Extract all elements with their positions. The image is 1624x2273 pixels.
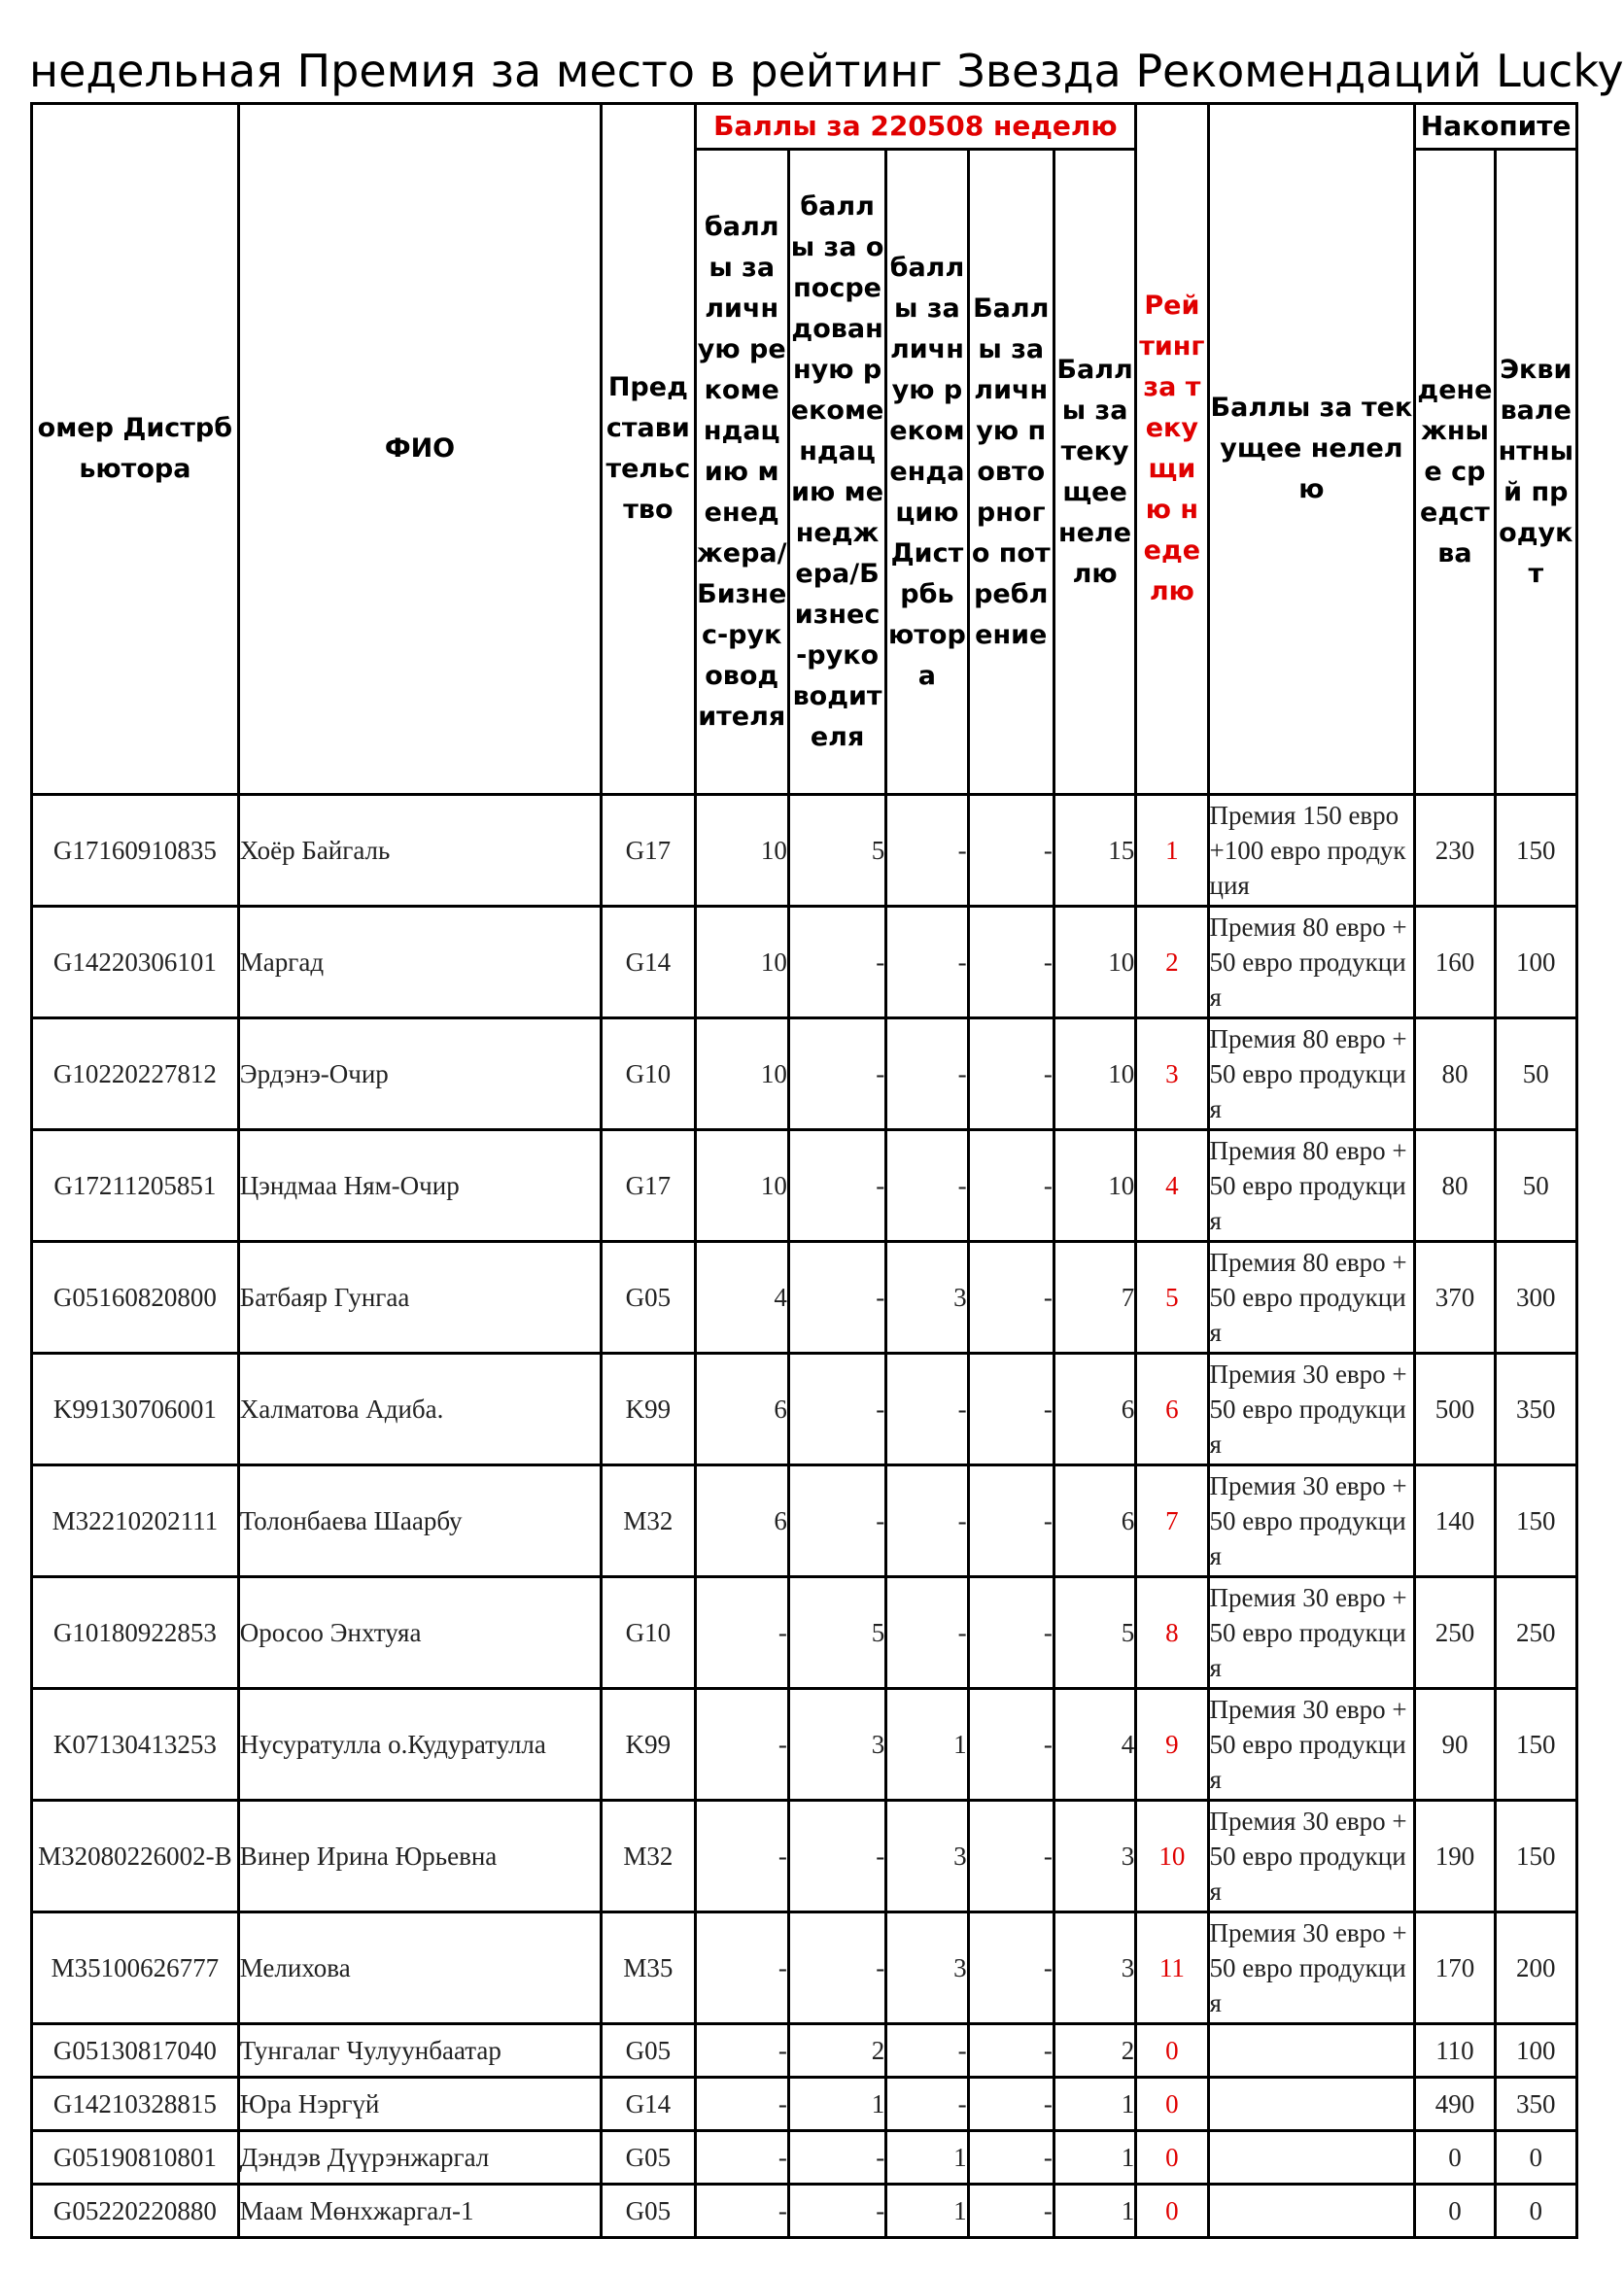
cell-representation: M32 [602, 1465, 695, 1577]
cell-distributor-number: G05190810801 [32, 2131, 239, 2185]
cell-product-equivalent: 250 [1495, 1577, 1576, 1689]
cell-product-equivalent: 100 [1495, 907, 1576, 1018]
cell-product-equivalent: 50 [1495, 1018, 1576, 1130]
table-row [32, 1689, 1577, 1801]
table-row [32, 1801, 1577, 1912]
cell-points-current-week: 4 [1054, 1689, 1135, 1801]
cell-distributor-number: G05160820800 [32, 1242, 239, 1354]
cell-points-personal-distributor: - [886, 2024, 968, 2078]
cell-distributor-number: M32210202111 [32, 1465, 239, 1577]
cell-cash: 90 [1415, 1689, 1495, 1801]
cell-prize: Премия 80 евро +50 евро продукция [1208, 1130, 1415, 1242]
cell-points-personal-manager: - [695, 1577, 788, 1689]
cell-points-personal-manager: 10 [695, 907, 788, 1018]
cell-cash: 500 [1415, 1354, 1495, 1465]
cell-rating: 8 [1136, 1577, 1208, 1689]
cell-points-personal-manager: 6 [695, 1465, 788, 1577]
cell-points-current-week: 10 [1054, 1130, 1135, 1242]
table-row [32, 2131, 1577, 2185]
cell-points-mediated-manager: - [788, 2185, 885, 2238]
header-repeat-consumption: Баллы за личную повторного потребление [968, 150, 1054, 795]
cell-points-current-week: 1 [1054, 2131, 1135, 2185]
cell-points-personal-distributor: 3 [886, 1242, 968, 1354]
cell-prize: Премия 30 евро +50 евро продукция [1208, 1354, 1415, 1465]
cell-distributor-number: G17160910835 [32, 795, 239, 907]
cell-points-current-week: 6 [1054, 1465, 1135, 1577]
header-name: ФИО [238, 104, 601, 795]
cell-product-equivalent: 0 [1495, 2185, 1576, 2238]
cell-name: Толонбаева Шаарбу [238, 1465, 601, 1577]
cell-rating: 9 [1136, 1689, 1208, 1801]
cell-points-mediated-manager: - [788, 1130, 885, 1242]
cell-cash: 140 [1415, 1465, 1495, 1577]
cell-name: Тунгалаг Чулуунбаатар [238, 2024, 601, 2078]
cell-representation: G05 [602, 1242, 695, 1354]
cell-points-personal-manager: - [695, 1801, 788, 1912]
header-cash: денежные средства [1415, 150, 1495, 795]
cell-points-current-week: 10 [1054, 1018, 1135, 1130]
cell-points-current-week: 6 [1054, 1354, 1135, 1465]
cell-points-mediated-manager: 3 [788, 1689, 885, 1801]
cell-points-personal-manager: 10 [695, 1130, 788, 1242]
cell-prize [1208, 2185, 1415, 2238]
cell-rating: 7 [1136, 1465, 1208, 1577]
cell-points-personal-manager: - [695, 1689, 788, 1801]
cell-representation: G17 [602, 795, 695, 907]
cell-distributor-number: G05130817040 [32, 2024, 239, 2078]
cell-name: Маргад [238, 907, 601, 1018]
cell-name: Дэндэв Дүүрэнжаргал [238, 2131, 601, 2185]
cell-rating: 4 [1136, 1130, 1208, 1242]
cell-points-personal-manager: - [695, 2185, 788, 2238]
cell-name: Нусуратулла о.Кудуратулла [238, 1689, 601, 1801]
cell-rating: 6 [1136, 1354, 1208, 1465]
cell-product-equivalent: 100 [1495, 2024, 1576, 2078]
cell-cash: 250 [1415, 1577, 1495, 1689]
cell-representation: G14 [602, 907, 695, 1018]
header-rating: Рейтинг за текущию неделю [1136, 104, 1208, 795]
table-body [32, 795, 1577, 2238]
cell-points-repeat-consumption: - [968, 1801, 1054, 1912]
cell-representation: G14 [602, 2078, 695, 2131]
cell-distributor-number: G10220227812 [32, 1018, 239, 1130]
cell-cash: 370 [1415, 1242, 1495, 1354]
header-week-points-group: Баллы за 220508 неделю [695, 104, 1136, 150]
cell-distributor-number: K99130706001 [32, 1354, 239, 1465]
table-row [32, 2078, 1577, 2131]
cell-prize [1208, 2131, 1415, 2185]
table-row [32, 1354, 1577, 1465]
cell-name: Батбаяр Гунгаа [238, 1242, 601, 1354]
header-distributor-number: омер Дистрбьютора [32, 104, 239, 795]
cell-representation: G17 [602, 1130, 695, 1242]
table-row [32, 795, 1577, 907]
cell-prize: Премия 150 евро +100 евро продукция [1208, 795, 1415, 907]
cell-points-mediated-manager: 5 [788, 795, 885, 907]
cell-prize: Премия 30 евро +50 евро продукция [1208, 1801, 1415, 1912]
cell-product-equivalent: 150 [1495, 795, 1576, 907]
cell-cash: 490 [1415, 2078, 1495, 2131]
cell-prize: Премия 80 евро +50 евро продукция [1208, 907, 1415, 1018]
header-personal-distributor: баллы за личную рекомендацию Дистрбьютора [886, 150, 968, 795]
cell-representation: G10 [602, 1018, 695, 1130]
cell-rating: 1 [1136, 795, 1208, 907]
cell-representation: M32 [602, 1801, 695, 1912]
table-row [32, 1465, 1577, 1577]
cell-rating: 10 [1136, 1801, 1208, 1912]
cell-points-mediated-manager: - [788, 1018, 885, 1130]
cell-name: Мелихова [238, 1912, 601, 2024]
cell-points-personal-distributor: - [886, 795, 968, 907]
header-personal-manager: баллы за личную рекомендацию менеджера/Бизнес-руководителя [695, 150, 788, 795]
cell-rating: 0 [1136, 2185, 1208, 2238]
cell-points-personal-manager: - [695, 1912, 788, 2024]
header-current-week-points: Баллы за текущее нелелю [1054, 150, 1135, 795]
cell-points-repeat-consumption: - [968, 1018, 1054, 1130]
cell-points-mediated-manager: - [788, 1242, 885, 1354]
header-prize: Баллы за текущее нелелю [1208, 104, 1415, 795]
cell-points-repeat-consumption: - [968, 2078, 1054, 2131]
cell-rating: 0 [1136, 2078, 1208, 2131]
cell-points-repeat-consumption: - [968, 1242, 1054, 1354]
cell-distributor-number: M35100626777 [32, 1912, 239, 2024]
cell-name: Эрдэнэ-Очир [238, 1018, 601, 1130]
cell-points-repeat-consumption: - [968, 1689, 1054, 1801]
cell-representation: M35 [602, 1912, 695, 2024]
cell-product-equivalent: 350 [1495, 1354, 1576, 1465]
cell-product-equivalent: 150 [1495, 1465, 1576, 1577]
cell-name: Маам Мөнхжаргал-1 [238, 2185, 601, 2238]
cell-product-equivalent: 0 [1495, 2131, 1576, 2185]
cell-cash: 160 [1415, 907, 1495, 1018]
cell-rating: 2 [1136, 907, 1208, 1018]
cell-representation: K99 [602, 1354, 695, 1465]
cell-points-mediated-manager: - [788, 1465, 885, 1577]
cell-cash: 170 [1415, 1912, 1495, 2024]
cell-points-personal-distributor: - [886, 1577, 968, 1689]
cell-points-personal-distributor: 1 [886, 2131, 968, 2185]
cell-points-personal-distributor: - [886, 1018, 968, 1130]
cell-points-personal-manager: - [695, 2131, 788, 2185]
cell-prize: Премия 30 евро +50 евро продукция [1208, 1465, 1415, 1577]
cell-product-equivalent: 50 [1495, 1130, 1576, 1242]
table-row [32, 1577, 1577, 1689]
table-row [32, 1018, 1577, 1130]
cell-representation: G05 [602, 2131, 695, 2185]
header-representation: Представительство [602, 104, 695, 795]
cell-name: Винер Ирина Юрьевна [238, 1801, 601, 1912]
cell-points-personal-manager: 6 [695, 1354, 788, 1465]
cell-distributor-number: G14210328815 [32, 2078, 239, 2131]
cell-points-personal-distributor: 3 [886, 1801, 968, 1912]
cell-distributor-number: G14220306101 [32, 907, 239, 1018]
header-accumulated-group: Накопите [1415, 104, 1577, 150]
cell-representation: G05 [602, 2185, 695, 2238]
header-mediated-manager: баллы за опосредованную рекомендацию менеджера/Бизнес-руководителя [788, 150, 885, 795]
cell-points-current-week: 15 [1054, 795, 1135, 907]
cell-cash: 80 [1415, 1130, 1495, 1242]
cell-cash: 230 [1415, 795, 1495, 907]
cell-points-personal-manager: 10 [695, 1018, 788, 1130]
table-row [32, 2185, 1577, 2238]
cell-rating: 11 [1136, 1912, 1208, 2024]
cell-points-current-week: 10 [1054, 907, 1135, 1018]
cell-cash: 110 [1415, 2024, 1495, 2078]
cell-prize [1208, 2024, 1415, 2078]
cell-product-equivalent: 200 [1495, 1912, 1576, 2024]
cell-rating: 5 [1136, 1242, 1208, 1354]
cell-prize: Премия 80 евро +50 евро продукция [1208, 1018, 1415, 1130]
cell-prize: Премия 30 евро +50 евро продукция [1208, 1689, 1415, 1801]
cell-distributor-number: G05220220880 [32, 2185, 239, 2238]
cell-points-mediated-manager: - [788, 907, 885, 1018]
cell-cash: 80 [1415, 1018, 1495, 1130]
cell-points-repeat-consumption: - [968, 1465, 1054, 1577]
cell-points-mediated-manager: - [788, 1354, 885, 1465]
cell-points-repeat-consumption: - [968, 1912, 1054, 2024]
cell-points-repeat-consumption: - [968, 2024, 1054, 2078]
page-title: недельная Премия за место в рейтинг Звезда Рекомендаций Lucky [29, 45, 1624, 97]
cell-cash: 0 [1415, 2185, 1495, 2238]
cell-points-repeat-consumption: - [968, 795, 1054, 907]
cell-points-personal-distributor: - [886, 1354, 968, 1465]
cell-points-repeat-consumption: - [968, 907, 1054, 1018]
cell-points-personal-distributor: 3 [886, 1912, 968, 2024]
cell-points-personal-manager: 4 [695, 1242, 788, 1354]
cell-product-equivalent: 300 [1495, 1242, 1576, 1354]
table-row [32, 1130, 1577, 1242]
cell-points-personal-distributor: - [886, 1465, 968, 1577]
cell-distributor-number: G17211205851 [32, 1130, 239, 1242]
cell-points-current-week: 1 [1054, 2078, 1135, 2131]
cell-name: Цэндмаа Ням-Очир [238, 1130, 601, 1242]
cell-representation: G10 [602, 1577, 695, 1689]
cell-points-personal-manager: - [695, 2024, 788, 2078]
cell-points-personal-distributor: 1 [886, 2185, 968, 2238]
cell-points-mediated-manager: 1 [788, 2078, 885, 2131]
table-row [32, 907, 1577, 1018]
cell-rating: 0 [1136, 2131, 1208, 2185]
cell-product-equivalent: 150 [1495, 1801, 1576, 1912]
cell-name: Оросоо Энхтуяа [238, 1577, 601, 1689]
cell-distributor-number: K07130413253 [32, 1689, 239, 1801]
cell-cash: 0 [1415, 2131, 1495, 2185]
cell-points-mediated-manager: 5 [788, 1577, 885, 1689]
cell-prize [1208, 2078, 1415, 2131]
cell-points-current-week: 5 [1054, 1577, 1135, 1689]
cell-prize: Премия 30 евро +50 евро продукция [1208, 1912, 1415, 2024]
cell-distributor-number: M32080226002-B [32, 1801, 239, 1912]
cell-points-current-week: 3 [1054, 1801, 1135, 1912]
cell-points-current-week: 3 [1054, 1912, 1135, 2024]
cell-points-repeat-consumption: - [968, 2131, 1054, 2185]
cell-rating: 0 [1136, 2024, 1208, 2078]
header-product-equivalent: Эквивалентный продукт [1495, 150, 1576, 795]
cell-prize: Премия 30 евро +50 евро продукция [1208, 1577, 1415, 1689]
cell-prize: Премия 80 евро +50 евро продукция [1208, 1242, 1415, 1354]
cell-points-repeat-consumption: - [968, 1354, 1054, 1465]
cell-points-mediated-manager: 2 [788, 2024, 885, 2078]
cell-representation: G05 [602, 2024, 695, 2078]
cell-points-personal-manager: 10 [695, 795, 788, 907]
cell-rating: 3 [1136, 1018, 1208, 1130]
cell-points-mediated-manager: - [788, 1801, 885, 1912]
cell-points-personal-distributor: - [886, 2078, 968, 2131]
cell-points-current-week: 1 [1054, 2185, 1135, 2238]
cell-points-personal-distributor: - [886, 907, 968, 1018]
cell-name: Хоёр Байгаль [238, 795, 601, 907]
table-row [32, 1242, 1577, 1354]
cell-name: Халматова Адиба. [238, 1354, 601, 1465]
cell-product-equivalent: 350 [1495, 2078, 1576, 2131]
table-row [32, 2024, 1577, 2078]
cell-points-personal-manager: - [695, 2078, 788, 2131]
cell-points-personal-distributor: - [886, 1130, 968, 1242]
cell-points-current-week: 7 [1054, 1242, 1135, 1354]
cell-points-mediated-manager: - [788, 2131, 885, 2185]
cell-points-personal-distributor: 1 [886, 1689, 968, 1801]
cell-points-repeat-consumption: - [968, 2185, 1054, 2238]
cell-points-mediated-manager: - [788, 1912, 885, 2024]
cell-distributor-number: G10180922853 [32, 1577, 239, 1689]
cell-points-repeat-consumption: - [968, 1577, 1054, 1689]
cell-representation: K99 [602, 1689, 695, 1801]
cell-points-current-week: 2 [1054, 2024, 1135, 2078]
table-row [32, 1912, 1577, 2024]
rating-table [30, 102, 1578, 2239]
cell-points-repeat-consumption: - [968, 1130, 1054, 1242]
cell-cash: 190 [1415, 1801, 1495, 1912]
cell-product-equivalent: 150 [1495, 1689, 1576, 1801]
cell-name: Юра Нэргүй [238, 2078, 601, 2131]
